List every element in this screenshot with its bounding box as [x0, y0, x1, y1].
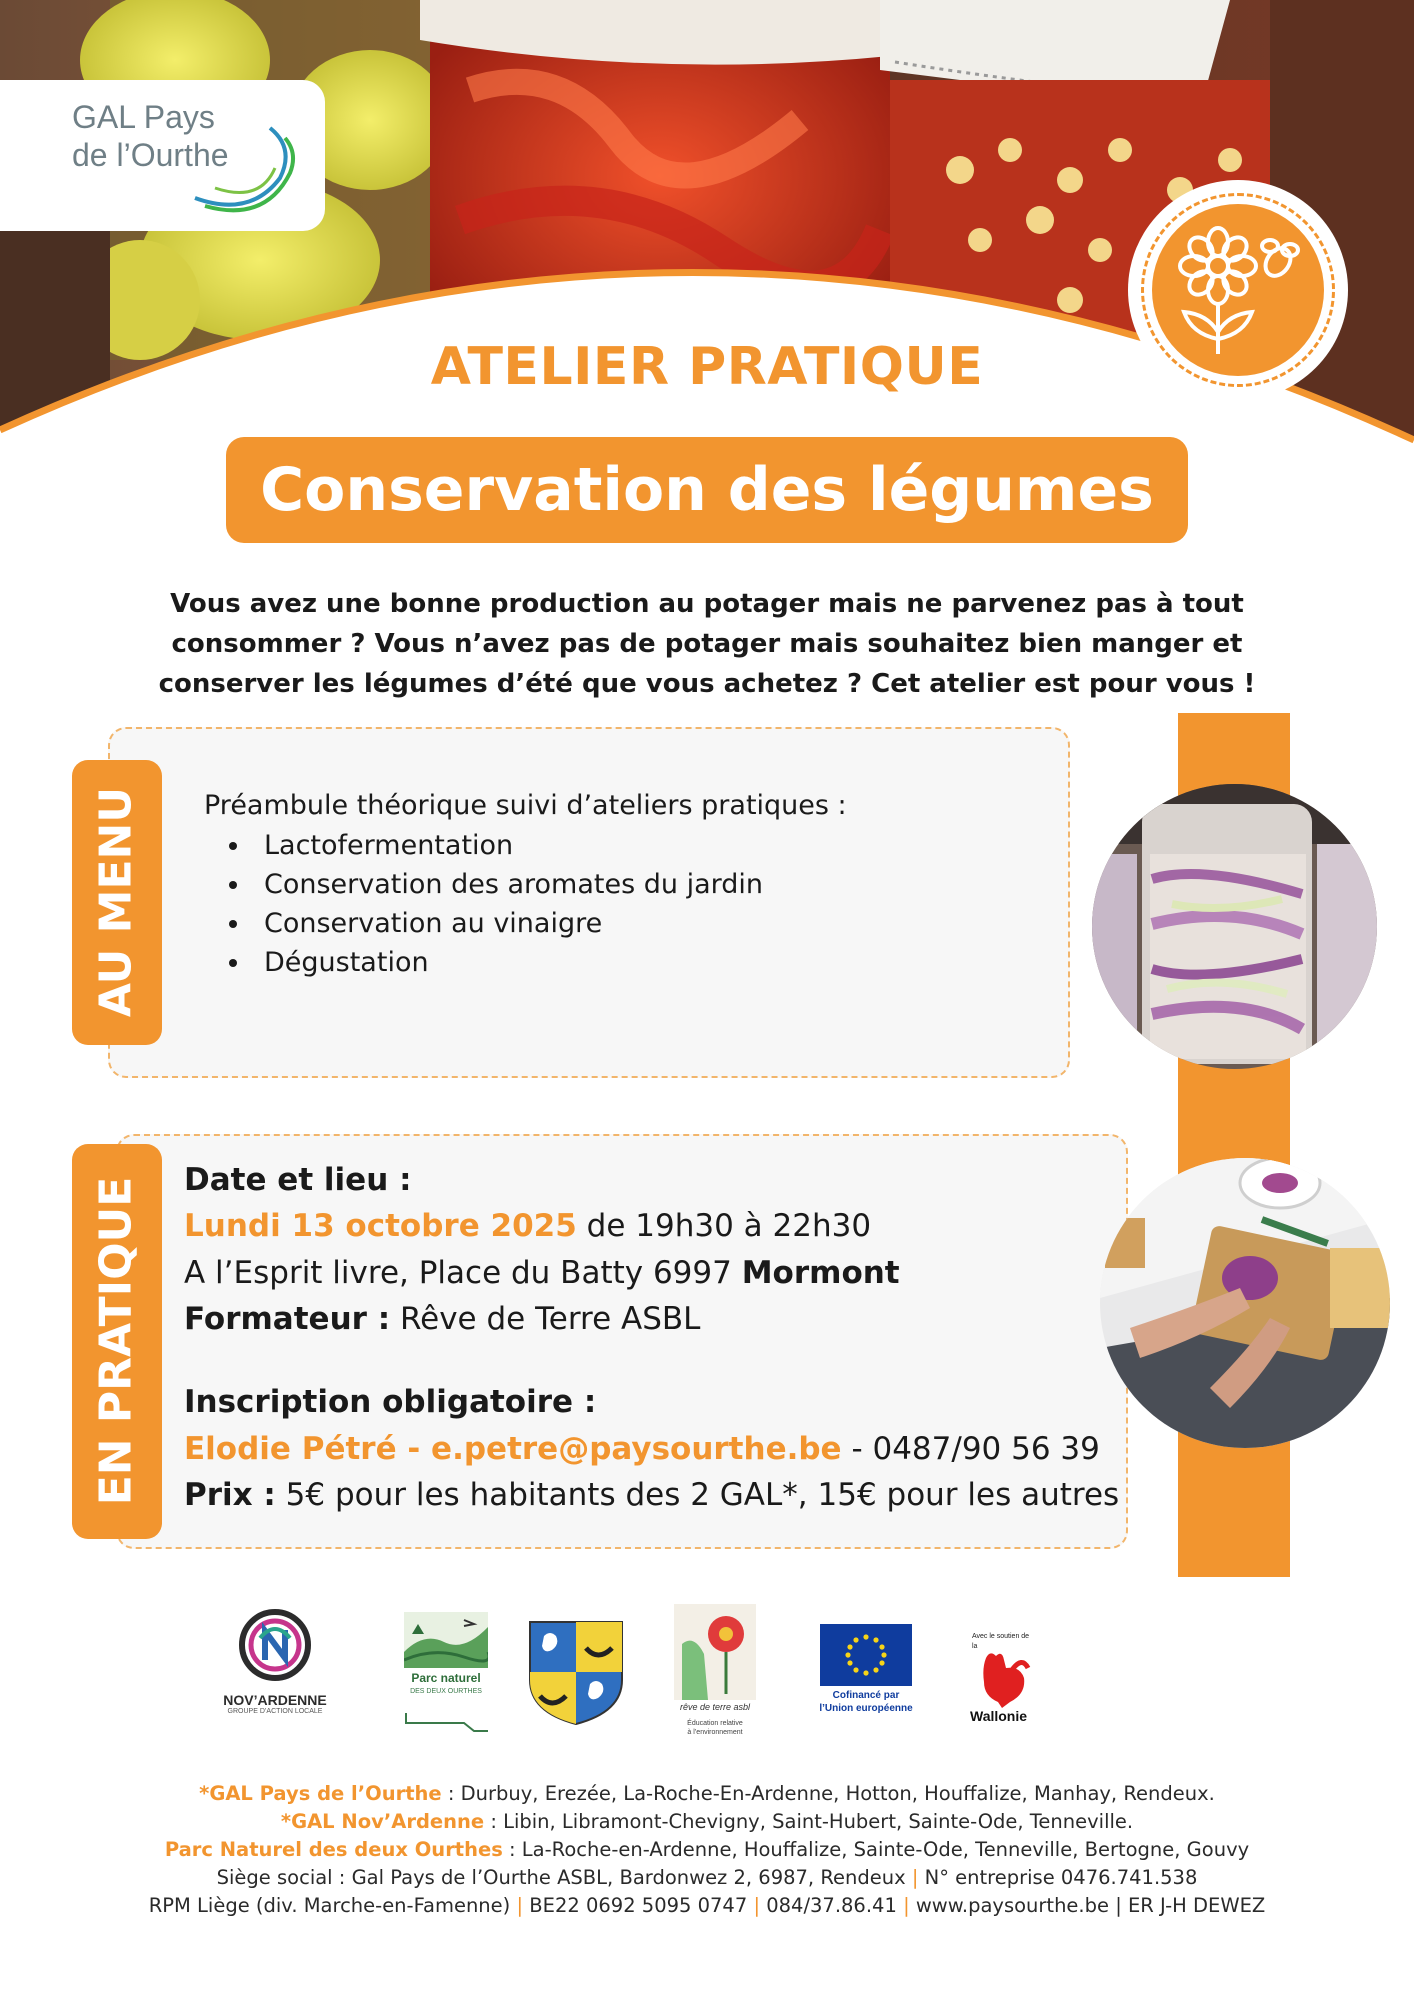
event-date: Lundi 13 octobre 2025 — [184, 1208, 577, 1244]
footer-rpm — [0, 1894, 1414, 1917]
footer-gal-nov — [0, 1810, 1414, 1833]
trainer-name: Rêve de Terre ASBL — [390, 1301, 701, 1337]
footer-iban: BE22 0692 5095 0747 — [523, 1894, 754, 1917]
reve-de-terre-sub2: à l’environnement — [687, 1729, 743, 1736]
footer-parc-label: Parc Naturel des deux Ourthes — [164, 1838, 503, 1861]
price-text: 5€ pour les habitants des 2 GAL*, 15€ pour les autres — [275, 1477, 1120, 1513]
trainer-line — [184, 1301, 700, 1337]
reve-de-terre-sub1: Éducation relative — [687, 1720, 743, 1727]
parc-naturel-logo-icon — [404, 1612, 488, 1668]
fermented-cabbage-photo — [1092, 784, 1377, 1069]
logo-line1: GAL Pays — [72, 99, 215, 135]
list-item: • Dégustation — [252, 943, 763, 982]
footer-gal-pays-label: *GAL Pays de l’Ourthe — [199, 1782, 442, 1805]
footer-gal-nov-label: *GAL Nov’Ardenne — [280, 1810, 485, 1833]
eu-flag-icon — [820, 1624, 912, 1686]
list-item: • Conservation des aromates du jardin — [252, 865, 763, 904]
logo-line2: de l’Ourthe — [72, 137, 229, 173]
contact-email-link[interactable]: Elodie Pétré - e.petre@paysourthe.be — [184, 1431, 842, 1467]
footer-separator: | — [753, 1894, 761, 1917]
practical-tab-label: EN PRATIQUE — [90, 1176, 142, 1506]
parc-naturel-line-icon — [404, 1703, 488, 1733]
municipality-coat-of-arms-icon — [528, 1620, 624, 1726]
parc-naturel-sub: DES DEUX OURTHES — [410, 1688, 482, 1695]
footer-web-link[interactable]: www.paysourthe.be | ER J-H DEWEZ — [909, 1894, 1266, 1917]
contact-phone: - 0487/90 56 39 — [841, 1431, 1100, 1467]
footer-siege — [0, 1866, 1414, 1889]
list-item: • Conservation au vinaigre — [252, 904, 763, 943]
footer-rpm-text: RPM Liège (div. Marche-en-Famenne) — [148, 1894, 517, 1917]
page-title: Conservation des légumes — [260, 455, 1154, 525]
reve-de-terre-logo-icon — [674, 1604, 756, 1700]
wallonie-support-text: Avec le soutien de — [972, 1633, 1030, 1640]
price-label: Prix : — [184, 1477, 276, 1513]
price-line — [184, 1477, 1119, 1513]
parc-naturel-name: Parc naturel — [411, 1671, 481, 1685]
footer-parc — [0, 1838, 1414, 1861]
intro-line: consommer ? Vous n’avez pas de potager mais souhaitez bien manger et — [171, 629, 1243, 659]
footer-separator: | — [516, 1894, 524, 1917]
event-town: Mormont — [741, 1255, 900, 1291]
registration-heading: Inscription obligatoire : — [184, 1384, 597, 1420]
intro-paragraph — [150, 584, 1264, 704]
event-time: de 19h30 à 22h30 — [576, 1208, 872, 1244]
reve-de-terre-name: rêve de terre asbl — [679, 1702, 751, 1712]
novardenne-logo-icon — [238, 1608, 312, 1682]
novardenne-sub: GROUPE D’ACTION LOCALE — [227, 1708, 323, 1715]
intro-line: conserver les légumes d’été que vous achetez ? Cet atelier est pour vous ! — [158, 669, 1256, 699]
footer-gal-pays — [0, 1782, 1414, 1805]
date-line — [184, 1208, 871, 1244]
kicker-heading: ATELIER PRATIQUE — [430, 337, 984, 397]
footer-parc-text: : La-Roche-en-Ardenne, Houffalize, Sainte-Ode, Tenneville, Bertogne, Gouvy — [502, 1838, 1250, 1861]
wallonie-name: Wallonie — [970, 1708, 1028, 1724]
wallonie-la-text: la — [972, 1643, 978, 1650]
logo-swirl-icon — [190, 118, 300, 218]
footer-siege-text: Siège social : Gal Pays de l’Ourthe ASBL, Bardonwez 2, 6987, Rendeux — [216, 1866, 912, 1889]
cutting-vegetables-photo — [1100, 1158, 1390, 1448]
event-place: A l’Esprit livre, Place du Batty 6997 — [184, 1255, 742, 1291]
footer-separator: | — [911, 1866, 919, 1889]
novardenne-name: NOV’ARDENNE — [223, 1692, 327, 1708]
footer-gal-pays-text: : Durbuy, Erezée, La-Roche-En-Ardenne, Hotton, Houffalize, Manhay, Rendeux. — [441, 1782, 1215, 1805]
contact-line — [184, 1431, 1100, 1467]
list-item: • Lactofermentation — [252, 826, 763, 865]
trainer-label: Formateur : — [184, 1301, 391, 1337]
practical-tab — [72, 1144, 162, 1539]
menu-list — [220, 826, 763, 982]
menu-tab — [72, 760, 162, 1045]
eu-line1: Cofinancé par — [832, 1690, 900, 1701]
footer-entreprise: N° entreprise 0476.741.538 — [918, 1866, 1198, 1889]
menu-intro: Préambule théorique suivi d’ateliers pratiques : — [204, 790, 847, 821]
intro-line: Vous avez une bonne production au potager mais ne parvenez pas à tout — [170, 589, 1244, 619]
wallonie-rooster-icon — [976, 1648, 1032, 1710]
place-line — [184, 1255, 900, 1291]
menu-tab-label: AU MENU — [90, 786, 142, 1018]
footer-gal-nov-text: : Libin, Libramont-Chevigny, Saint-Hubert, Sainte-Ode, Tenneville. — [484, 1810, 1134, 1833]
date-heading: Date et lieu : — [184, 1162, 412, 1198]
eu-line2: l’Union européenne — [819, 1703, 913, 1714]
footer-tel: 084/37.86.41 — [760, 1894, 904, 1917]
footer-separator: | — [903, 1894, 910, 1917]
